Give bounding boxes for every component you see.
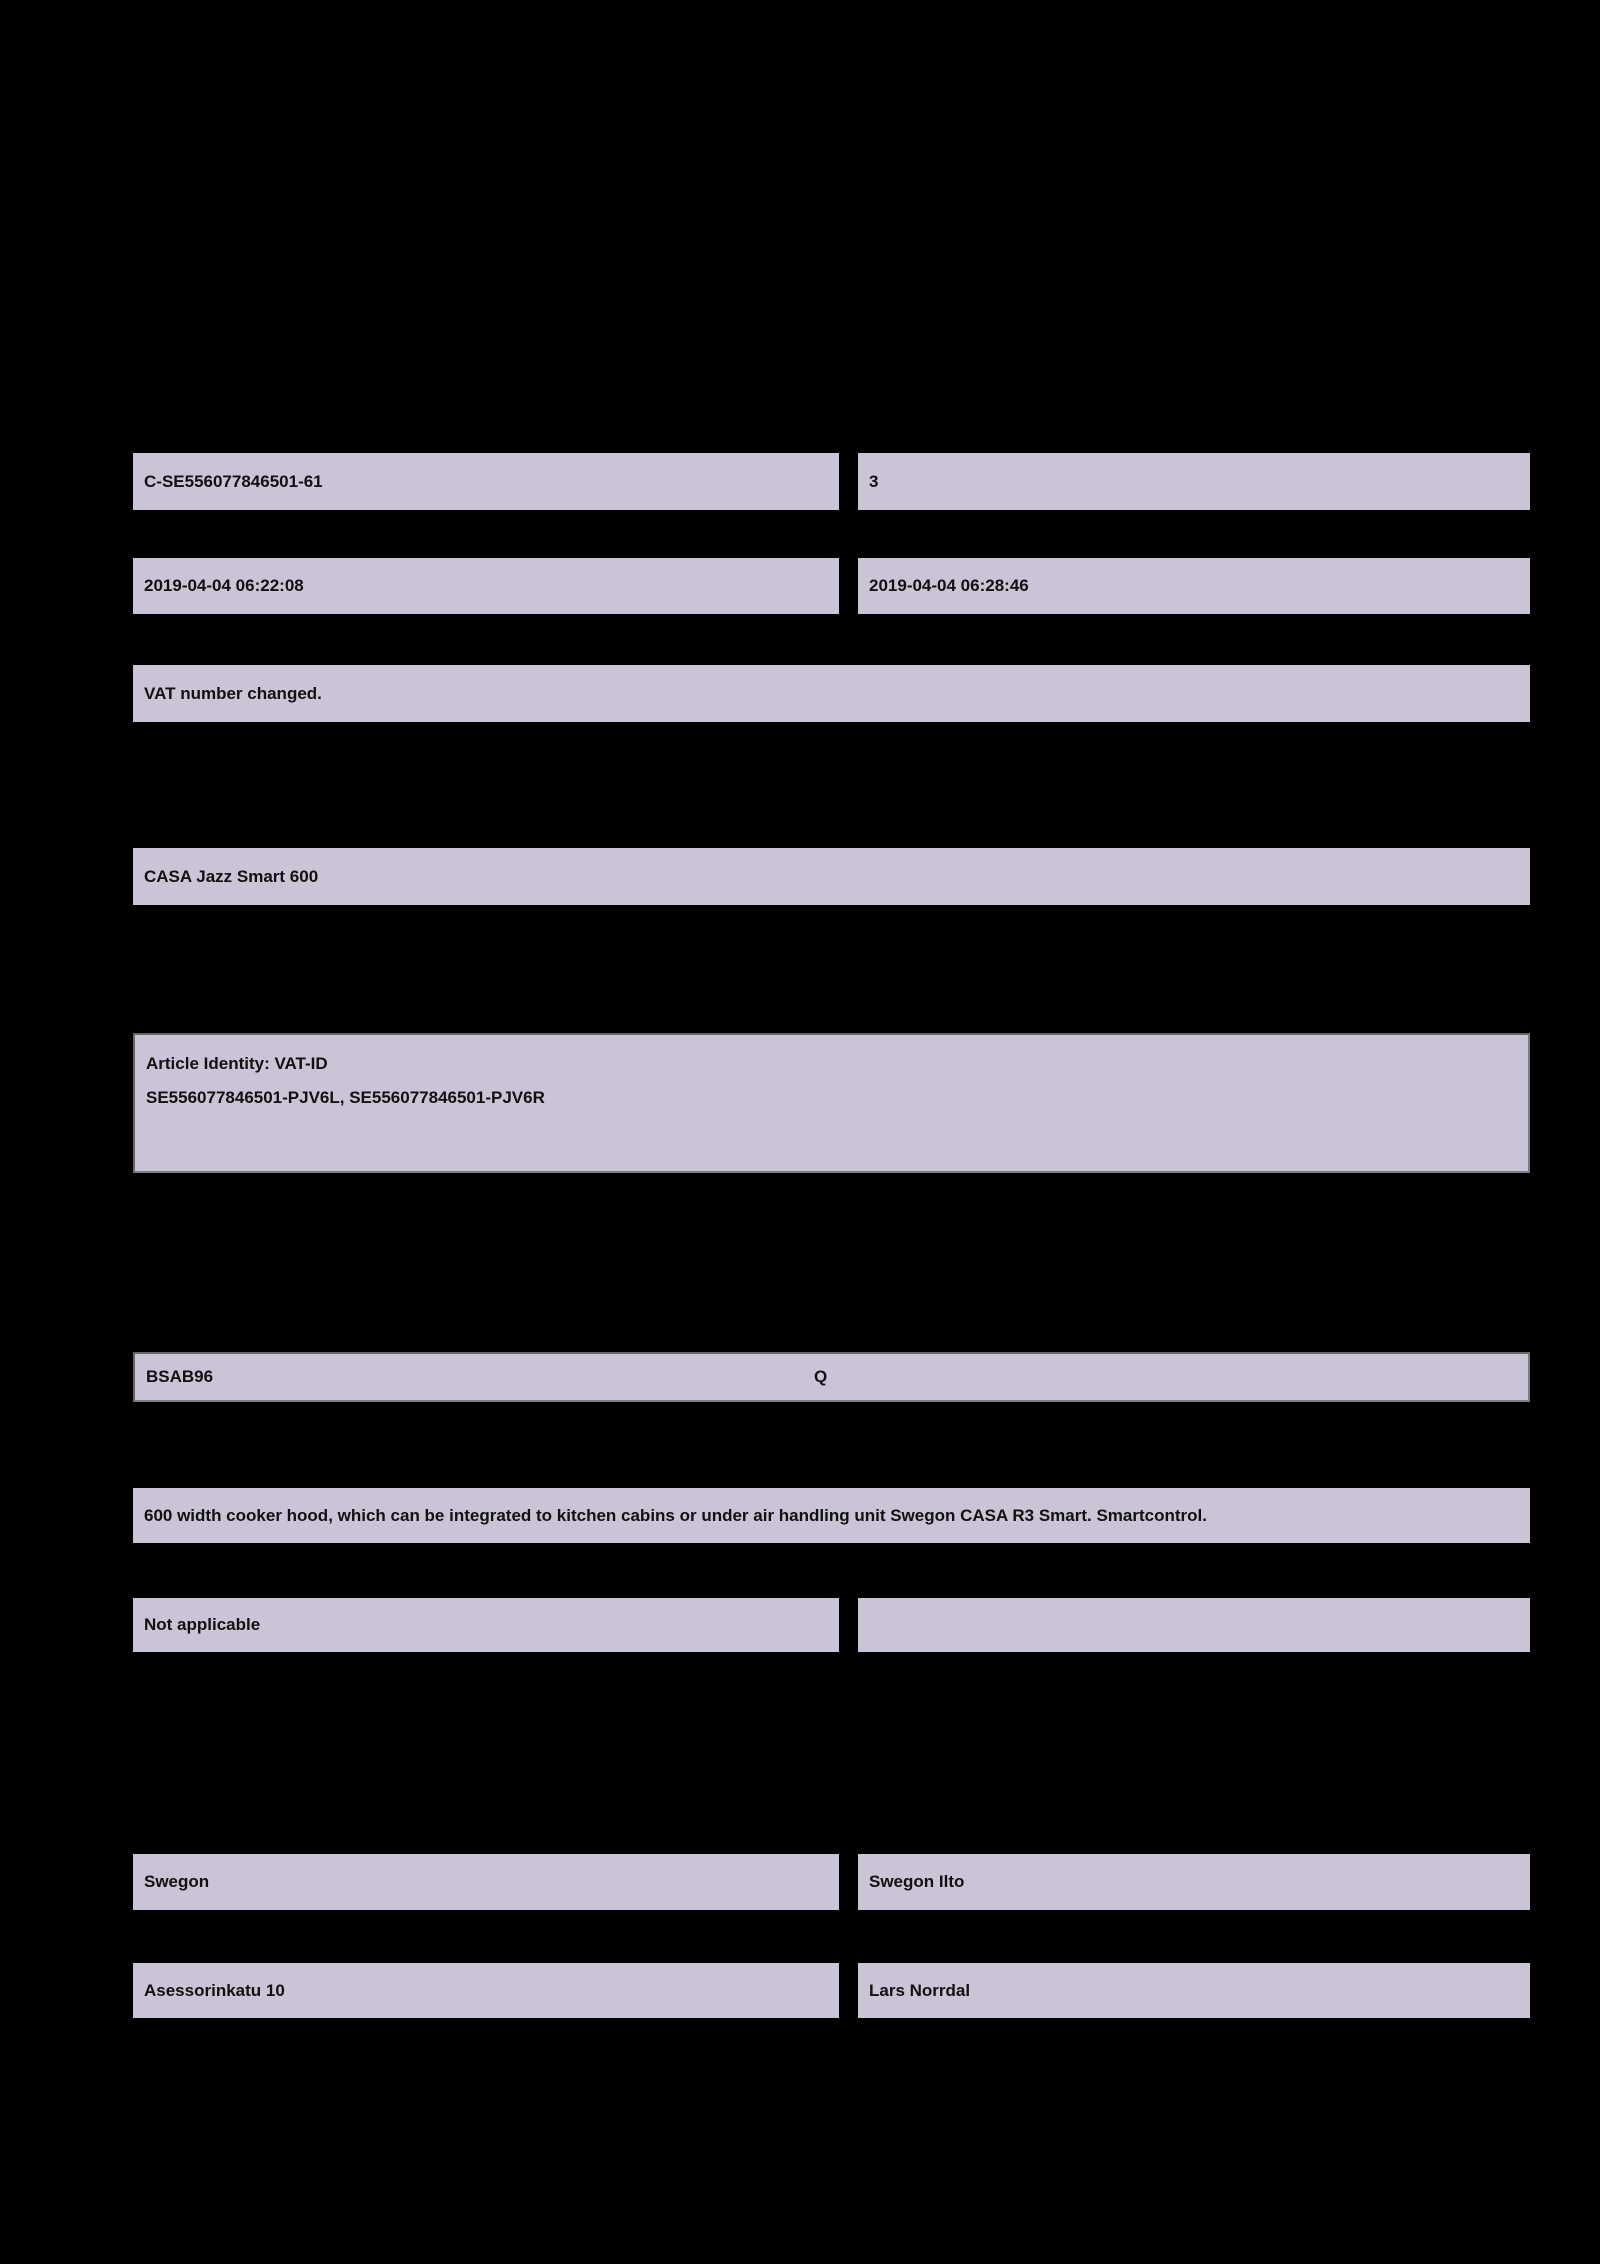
other-identifier-field[interactable]: Not applicable	[133, 1598, 839, 1652]
manufacturer-name-field[interactable]: Swegon Ilto	[858, 1854, 1530, 1910]
change-note-field[interactable]: VAT number changed.	[133, 665, 1530, 722]
article-identity-line2: SE556077846501-PJV6L, SE556077846501-PJV6R	[146, 1088, 545, 1107]
classification-system-value: BSAB96	[146, 1367, 214, 1386]
ebvd-id-field[interactable]: C-SE556077846501-61	[133, 453, 839, 510]
product-name-field[interactable]: CASA Jazz Smart 600	[133, 848, 1530, 905]
modified-datetime-field[interactable]: 2019-04-04 06:28:46	[858, 558, 1530, 614]
address-field[interactable]: Asessorinkatu 10	[133, 1963, 839, 2018]
classification-field[interactable]	[133, 1352, 1530, 1402]
product-description-field[interactable]: 600 width cooker hood, which can be integrated to kitchen cabins or under air handling unit Swegon CASA R3 Smart. Smartcontrol.	[133, 1488, 1530, 1543]
classification-code-value: Q	[814, 1367, 828, 1386]
version-field[interactable]: 3	[858, 453, 1530, 510]
empty-field[interactable]	[858, 1598, 1530, 1652]
contact-person-field[interactable]: Lars Norrdal	[858, 1963, 1530, 2018]
article-identity-textarea[interactable]	[133, 1033, 1530, 1173]
company-name-field[interactable]: Swegon	[133, 1854, 839, 1910]
article-identity-line1: Article Identity: VAT-ID	[146, 1054, 328, 1073]
created-datetime-field[interactable]: 2019-04-04 06:22:08	[133, 558, 839, 614]
